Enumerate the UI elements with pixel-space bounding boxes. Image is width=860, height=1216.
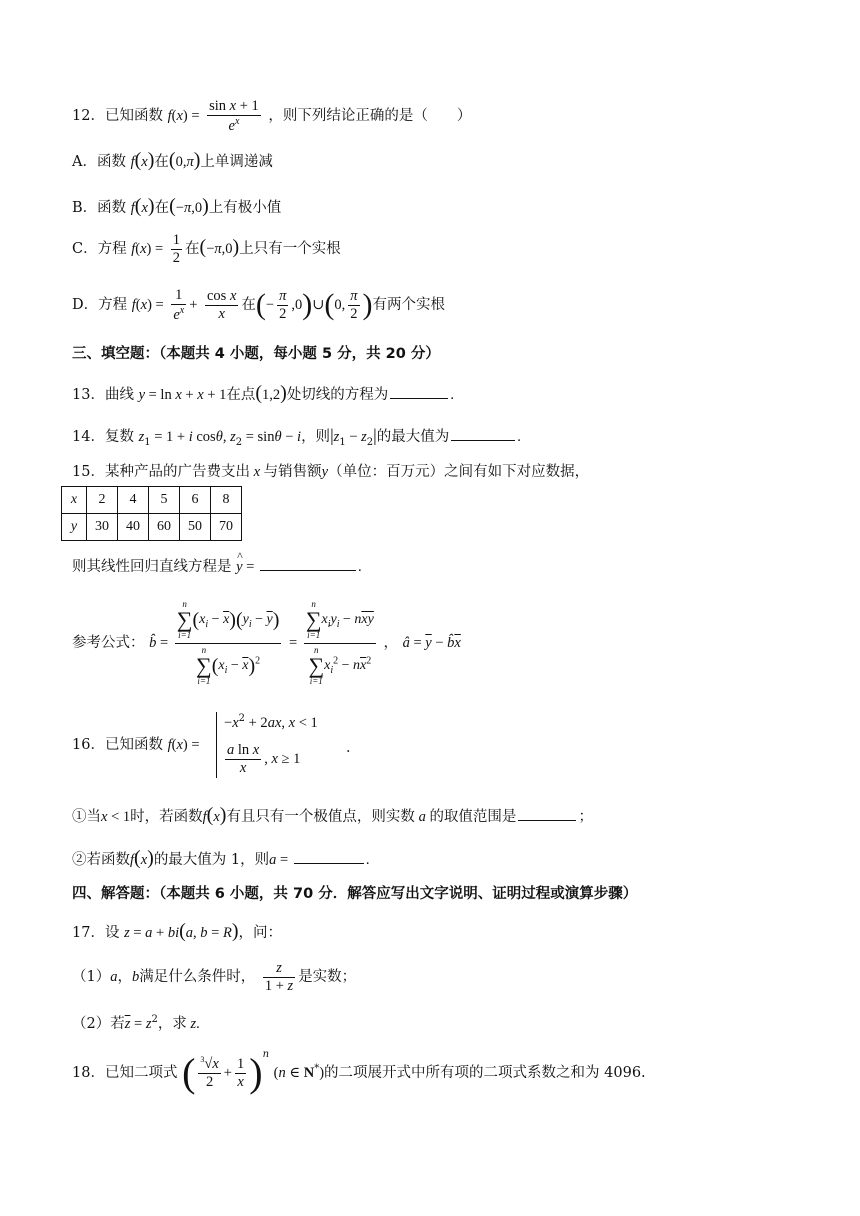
table-cell: 60 [149,514,180,541]
q16-part1-blank [518,819,576,821]
option-d-tail: 有两个实根 [372,297,446,314]
option-a-tail: 上单调递减 [200,154,273,170]
q18-post: 的二项展开式中所有项的二项式系数之和为 4096. [324,1065,646,1081]
q15-ref-label: 参考公式： [72,634,145,651]
option-d-label: D．方程 [72,297,128,314]
option-c-tail: 上只有一个实根 [239,241,341,258]
q17-part1-mid: 满足什么条件时， [139,969,256,986]
table-row-y [62,514,242,541]
q12-stem: 12．已知函数 f(x) = $\frac{\text{sin x + 1}}{e^x}$ ，则下列结论正确的是（ ） [72,98,472,134]
q12-stem-pre: 12．已知函数 [72,108,163,125]
q18-pre: 18．已知二项式 [72,1065,178,1081]
option-b-mid: 在 [154,200,170,216]
table-header-x: x [62,487,87,514]
q15-stem-2: 与销售额 [263,464,322,480]
q16-stem-period: ． [346,740,361,756]
q12-option-c: C．方程 f(x) = $\frac{1}{2}$ 在(−π,0)上只有一个实根 [72,232,341,266]
q12-fraction: $\frac{\text{sin x + 1}}{e^x}$ [209,98,259,134]
table-cell: 4 [118,487,149,514]
table-cell: 2 [87,487,118,514]
q16-part1-pre: ①当 [72,809,101,825]
q13-pre: 13．曲线 [72,387,134,403]
q16-part1-mid: 时，若函数 [130,809,203,825]
q16-part1-post: 有且只有一个极值点，则实数 [226,809,415,825]
q16-stem: 16．已知函数 f(x) = [72,737,200,753]
q17-post: ，问： [238,925,283,941]
q12-option-b: B．函数 f(x)在(−π,0)上有极小值 [72,195,282,217]
q17-part2: （2）若$\overline{z} = z^2$，求 z. [72,1014,200,1032]
q17-part2-post: ，求 [157,1015,187,1032]
q13-mid: 在点 [226,387,256,403]
table-header-y: y [62,514,87,541]
option-c-label: C．方程 [72,241,127,258]
table-cell: 8 [211,487,242,514]
q15-data-table [61,486,242,541]
table-cell: 30 [87,514,118,541]
section3-title: 三、填空题：（本题共 4 小题，每小题 5 分，共 20 分） [72,346,440,362]
q14: 14．复数 $z_1 = 1 + i$ cosθ, $z_2 = \sin\theta - i$，则$|z_1 - z_2|$的最大值为 . [72,425,521,448]
q16-part2-mid: 的最大值为 1，则 [153,852,270,868]
table-cell: 50 [180,514,211,541]
option-a-mid: 在 [154,154,169,170]
q15-answer-line: 则其线性回归直线方程是 y ^ = . [72,549,362,575]
table-cell: 70 [211,514,242,541]
table-row-x [62,487,242,514]
q16-semicolon: ； [578,809,593,825]
q13-post: 处切线的方程为 [286,387,389,403]
q15-stem-1: 15．某种产品的广告费支出 [72,464,250,480]
table-cell: 5 [149,487,180,514]
option-d-mid: 在 [241,297,256,314]
q12-option-d: D．方程 f(x) = $\frac{1}{e^x}$ + $\frac{\text{cos x}}{x}$ 在(− $\frac{\pi}{2}$ ,0)∪(0, $\frac{\pi}{2}$ )有两个实根 [72,287,446,323]
table-cell: 6 [180,487,211,514]
q15-answer-pre: 则其线性回归直线方程是 [72,559,232,575]
q12-option-a: A．函数 f(x)在(0,π)上单调递减 [72,149,273,171]
q17-stem: 17．设 z = a + bi(a, b = R)，问： [72,920,283,942]
q15-stem-3: （单位：百万元）之间有如下对应数据， [328,464,590,480]
option-b-label: B．函数 [72,200,127,216]
q16-part2-pre: ②若函数 [72,852,130,868]
q16-part2: ②若函数f(x)的最大值为 1，则a = . [72,847,370,869]
q17-part2-pre: （2）若 [72,1015,125,1032]
q16-case-2: $\frac{\text{a ln x}}{x}$ , x ≥ 1 [227,742,301,776]
q13: 13．曲线 y = ln x + x + 1在点(1,2)处切线的方程为 . [72,382,454,404]
q17-part1: （1）a，b满足什么条件时， $\frac{z}{1 + z}$ 是实数； [72,960,357,994]
q15-stem: 15．某种产品的广告费支出 x 与销售额y（单位：百万元）之间有如下对应数据， [72,464,590,480]
q17-part1-pre: （1） [72,969,111,986]
q14-pre: 14．复数 [72,429,134,445]
q17-pre: 17．设 [72,925,120,941]
q16-stem-pre: 16．已知函数 [72,737,163,753]
q12-stem-post: ，则下列结论正确的是（ ） [268,108,472,125]
q18-stem: 18．已知二项式 ( $\frac{^3√x}{2}$ + $\frac{1}{x}$ )$^n$ (n ∈ N*)的二项展开式中所有项的二项式系数之和为 4096. [72,1049,646,1095]
option-a-label: A．函数 [72,154,126,170]
option-b-tail: 上有极小值 [208,200,282,216]
q16-case-1: $-x^2 + 2ax$, x < 1 [224,713,318,731]
q16-part1-tail: 的取值范围是 [429,809,517,825]
table-cell: 40 [118,514,149,541]
q16-part1: ①当x < 1时，若函数f(x)有且只有一个极值点，则实数 a 的取值范围是 ； [72,804,593,826]
q17-part1-post: 是实数； [298,969,357,986]
q15-blank [260,569,356,571]
q16-part2-blank [294,862,364,864]
option-c-mid: 在 [185,241,200,258]
q14-mid: ，则 [301,429,331,445]
q14-blank [451,439,515,441]
q15-reference-formula: 参考公式： b̂ = n ∑ i=1 $(x_i - \overline{x})(y_i - \overline{y})$ n ∑ i=1 $(x_i - \overline{x})^2$ = n ∑ i=1 $x_iy_i - n\overline{xy}$ n ∑ i=1 $x_i^2 - n\overline{x}^2$ ， â = $\overline{y}$ − $b̂\overline{x}$ [72,599,461,686]
q14-post: 的最大值为 [376,429,450,445]
section4-title: 四、解答题：（本题共 6 小题，共 70 分．解答应写出文字说明、证明过程或演算步骤） [72,886,638,902]
piecewise-brace [216,712,217,778]
q13-blank [390,397,448,399]
